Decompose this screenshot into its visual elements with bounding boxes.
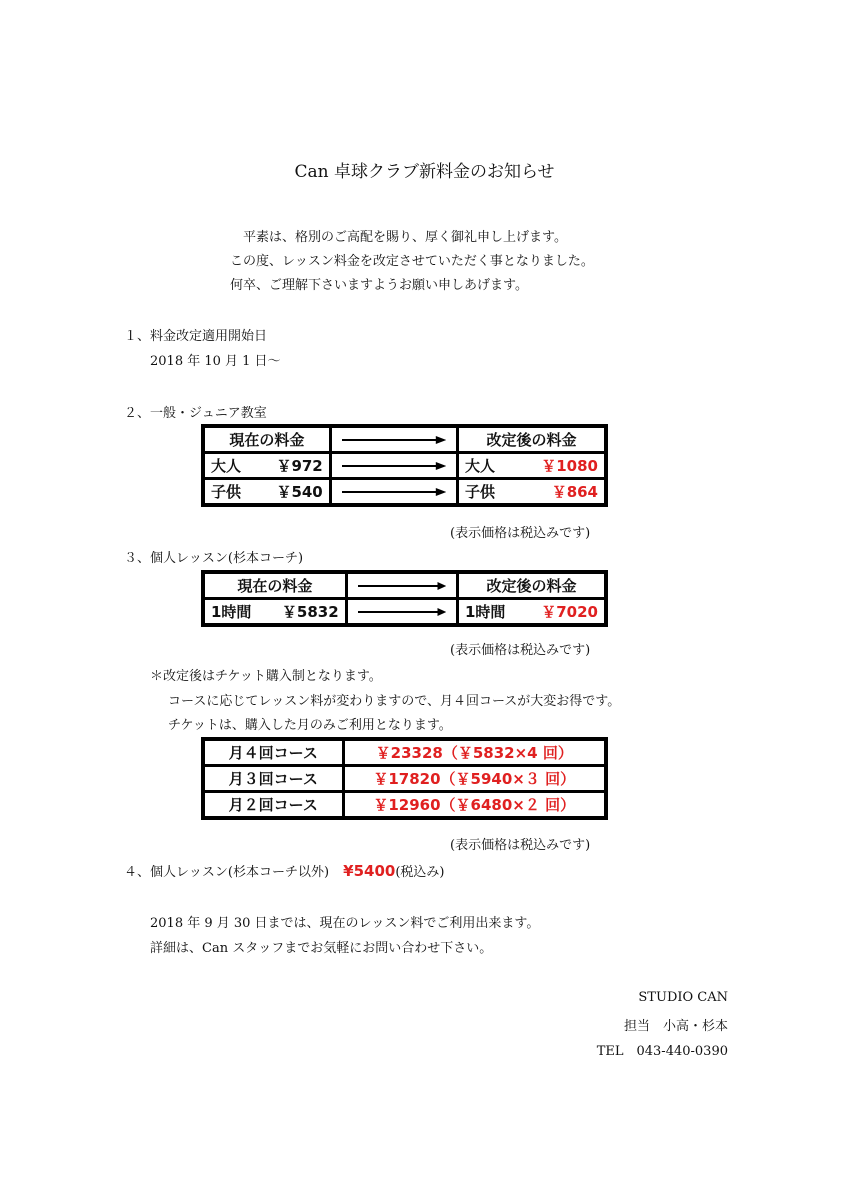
right-arrow-icon xyxy=(342,461,446,471)
footer-note-2: 詳細は、Can スタッフまでお気軽にお問い合わせ下さい。 xyxy=(150,941,493,956)
row-label: 子供 xyxy=(211,483,242,501)
page-title: Can 卓球クラブ新料金のお知らせ xyxy=(294,162,555,182)
course-name: 月２回コース xyxy=(203,792,343,819)
section4-tax: (税込み) xyxy=(395,865,445,880)
row-new-label: 子供 xyxy=(465,483,496,501)
section4-price: ¥5400 xyxy=(343,862,396,880)
arrow xyxy=(346,599,457,626)
intro-line-2: この度、レッスン料金を改定させていただく事となりました。 xyxy=(230,254,594,269)
ticket-note-1: ＊改定後はチケット購入制となります。 xyxy=(150,669,382,684)
row-new-label: 大人 xyxy=(465,457,496,475)
section4-heading: ４、個人レッスン(杉本コーチ以外) xyxy=(124,865,330,880)
row-current-price: ￥5832 xyxy=(281,603,339,621)
table-header-row xyxy=(203,572,606,599)
arrow xyxy=(330,453,457,479)
row-new-label: 1時間 xyxy=(465,603,506,621)
section4-line xyxy=(124,861,445,880)
row-label: 大人 xyxy=(211,457,242,475)
right-arrow-icon xyxy=(342,487,446,497)
table-header-row xyxy=(203,426,606,453)
contact-tel: TEL 043-440-0390 xyxy=(596,1044,728,1059)
intro-line-3: 何卒、ご理解下さいますようお願い申しあげます。 xyxy=(230,278,528,293)
section3-heading: ３、個人レッスン(杉本コーチ) xyxy=(124,551,304,566)
row-current-price: ￥972 xyxy=(276,457,323,475)
arrow xyxy=(330,479,457,506)
row-label: 1時間 xyxy=(211,603,252,621)
contact-company: STUDIO CAN xyxy=(638,990,728,1005)
course-name: 月４回コース xyxy=(203,739,343,766)
footer-note-1: 2018 年 9 月 30 日までは、現在のレッスン料でご利用出来ます。 xyxy=(150,916,540,931)
header-current: 現在の料金 xyxy=(203,426,330,453)
table-row xyxy=(203,792,606,819)
course-name: 月３回コース xyxy=(203,766,343,792)
ticket-note-2: コースに応じてレッスン料が変わりますので、月４回コースが大変お得です。 xyxy=(168,694,621,709)
section2-heading: ２、一般・ジュニア教室 xyxy=(124,406,267,421)
right-arrow-icon xyxy=(358,607,446,617)
section2-price-table xyxy=(201,424,608,507)
table-row xyxy=(203,453,606,479)
course-price: ￥17820（￥5940×３ 回） xyxy=(343,766,606,792)
header-new: 改定後の料金 xyxy=(458,426,607,453)
courses-table xyxy=(201,737,608,820)
ticket-note-3: チケットは、購入した月のみご利用となります。 xyxy=(168,718,452,733)
row-new-price: ￥7020 xyxy=(541,603,598,621)
section1-heading: １、料金改定適用開始日 xyxy=(124,329,268,344)
table-row xyxy=(203,599,606,626)
section3-tax-note: (表示価格は税込みです) xyxy=(450,643,591,658)
row-current-price: ￥540 xyxy=(276,483,323,501)
table-row xyxy=(203,479,606,506)
row-new-price: ￥1080 xyxy=(541,457,598,475)
header-current: 現在の料金 xyxy=(203,572,346,599)
right-arrow-icon xyxy=(358,581,446,591)
section1-date: 2018 年 10 月 1 日～ xyxy=(150,354,281,369)
courses-tax-note: (表示価格は税込みです) xyxy=(450,838,591,853)
arrow xyxy=(346,572,457,599)
header-new: 改定後の料金 xyxy=(458,572,607,599)
table-row xyxy=(203,766,606,792)
row-new-price: ￥864 xyxy=(551,483,598,501)
table-row xyxy=(203,739,606,766)
course-price: ￥23328（￥5832×4 回） xyxy=(343,739,606,766)
arrow xyxy=(330,426,457,453)
course-price: ￥12960（￥6480×２ 回） xyxy=(343,792,606,819)
right-arrow-icon xyxy=(342,435,446,445)
contact-person: 担当 小高・杉本 xyxy=(623,1019,728,1034)
section2-tax-note: (表示価格は税込みです) xyxy=(450,526,591,541)
intro-line-1: 平素は、格別のご高配を賜り、厚く御礼申し上げます。 xyxy=(243,230,567,245)
section3-price-table xyxy=(201,570,608,627)
